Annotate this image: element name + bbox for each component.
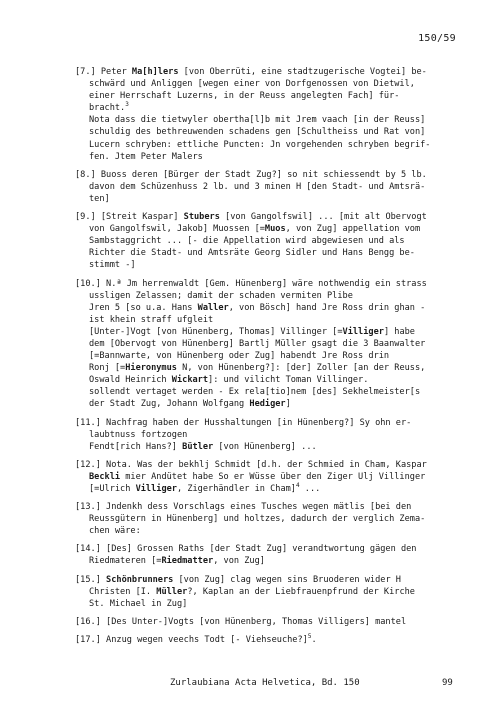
entry-line: [17.] Anzug wegen veechs Todt [- Viehseuche?]$^5$. — [75, 633, 317, 645]
footnote-marker: 3 — [125, 101, 129, 109]
entry-line: schuldig des bethreuwenden schadens gen [Schultheiss und Rat von] — [89, 127, 426, 138]
entry-line: Fendt[rich Hans?] Bütler [von Hünenberg] ... — [89, 441, 317, 452]
emphasized-name: Hieronymus — [125, 363, 177, 374]
entry-line: Oswald Heinrich Wickart]: und vilicht Toman Villinger. — [89, 375, 369, 386]
document-entry — [75, 278, 467, 411]
entry-line: [8.] Buoss deren [Bürger der Stadt Zug?] so nit schiessendt by 5 lb. — [75, 169, 427, 180]
entry-line: ist khein straff ufgleit — [89, 314, 214, 325]
emphasized-name: Hediger — [249, 399, 286, 410]
entry-line: [9.] [Streit Kaspar] Stubers [von Gangolfswil] ... [mit alt Obervogt — [75, 212, 427, 223]
entry-line: [14.] [Des] Grossen Raths [der Stadt Zug] verandtwortung gägen den — [75, 544, 417, 555]
footnote-marker: 4 — [295, 482, 300, 490]
emphasized-name: Schönbrunners — [106, 574, 174, 585]
entry-line: bracht.$^3$ — [89, 101, 129, 114]
emphasized-name: Muos — [264, 224, 286, 235]
entry-line: einer Herrschaft Luzerns, in der Reuss angelegten Fach] für- — [89, 91, 400, 102]
entry-line: stimmt -] — [89, 260, 136, 271]
entry-line: von Gangolfswil, Jakob] Muossen [=Muos, von Zug] appellation vom — [89, 224, 421, 235]
entry-line: [11.] Nachfrag haben der Husshaltungen [in Hünenberg?] Sy ohn er- — [75, 417, 412, 428]
entry-line: der Stadt Zug, Johann Wolfgang Hediger] — [89, 399, 291, 410]
document-entry — [75, 211, 467, 271]
entry-line: Beckli mier Andütet habe So er Wüsse über den Ziger Ulj Villinger — [89, 471, 426, 482]
entry-line: Reussgütern in Hünenberg] und holtzes, dadurch der verglich Zema- — [89, 514, 426, 525]
document-entry — [75, 459, 467, 495]
document-entry — [75, 543, 467, 567]
entry-line: [=Ulrich Villiger, Zigerhändler in Cham]$^4$ ... — [89, 482, 321, 494]
footer-page-number: 99 — [442, 678, 453, 688]
document-entry — [75, 616, 467, 628]
entry-line: davon dem Schüzenhuss 2 lb. und 3 minen H [den Stadt- und Amtsrä- — [89, 181, 426, 192]
emphasized-name: Wickart — [171, 375, 209, 386]
entry-line: ussligen Zelassen; damit der schaden vermiten Plibe — [89, 290, 353, 301]
entry-line: [15.] Schönbrunners [von Zug] clag wegen sins Bruoderen wider H — [75, 574, 401, 585]
entry-line: chen wäre: — [89, 526, 141, 537]
entry-line: Nota dass die tietwyler obertha[l]b mit Jrem vaach [in der Reuss] — [89, 115, 426, 126]
emphasized-name: Villiger — [135, 484, 177, 494]
entry-line: St. Michael in Zug] — [89, 598, 188, 609]
emphasized-name: Ma[h]lers — [131, 67, 179, 77]
entry-line: sollendt vertaget werden - Ex rela[tio]nem [des] Sekhelmeister[s — [89, 387, 421, 398]
emphasized-name: Müller — [156, 586, 188, 597]
entry-line: dem [Obervogt von Hünenberg] Bartlj Müller gsagt die 3 Baanwalter — [89, 338, 426, 349]
entry-line: Riedmateren [=Riedmatter, von Zug] — [89, 556, 265, 567]
document-body — [75, 66, 467, 652]
emphasized-name: Beckli — [89, 471, 121, 482]
entry-line: [7.] Peter Ma[h]lers [von Oberrüti, eine stadtzugerische Vogtei] be- — [75, 67, 427, 77]
archive-page-reference: 150/59 — [418, 33, 456, 44]
footer-journal-title: Zurlaubiana Acta Helvetica, Bd. 150 — [170, 678, 360, 688]
entry-line: laubtnuss fortzogen — [89, 429, 188, 440]
document-entry — [75, 417, 467, 453]
entry-line: [Unter-]Vogt [von Hünenberg, Thomas] Villinger [=Villiger] habe — [89, 326, 415, 337]
emphasized-name: Villiger — [342, 326, 384, 337]
footnote-marker: 5 — [307, 633, 312, 641]
emphasized-name: Stubers — [183, 212, 220, 223]
entry-line: Christen [I. Müller?, Kaplan an der Liebfrauenpfrund der Kirche — [89, 586, 415, 597]
emphasized-name: Bütler — [182, 441, 214, 452]
entry-line: schwärd und Anliggen [wegen einer von Dorfgenossen von Dietwil, — [89, 79, 415, 90]
entry-line: [13.] Jndenkh dess Vorschlags eines Tusches wegen mätlis [bei den — [75, 502, 412, 513]
emphasized-name: Riedmatter — [161, 556, 214, 567]
entry-line: Richter die Stadt- und Amtsräte Georg Sidler und Hans Bengg be- — [89, 248, 415, 259]
document-entry — [75, 169, 467, 205]
entry-line: [10.] N.ª Jm herrenwaldt [Gem. Hünenberg] wäre nothwendig ein strass — [75, 278, 427, 289]
entry-line: Ronj [=Hieronymus N, von Hünenberg?]: [der] Zoller [an der Reuss, — [89, 363, 426, 374]
entry-line: [=Bannwarte, von Hünenberg oder Zug] habendt Jre Ross drin — [89, 351, 390, 362]
document-entry — [75, 634, 467, 646]
document-entry — [75, 66, 467, 163]
entry-line: [16.] [Des Unter-]Vogts [von Hünenberg, Thomas Villigers] mantel — [75, 616, 407, 627]
entry-line: [12.] Nota. Was der bekhlj Schmidt [d.h. der Schmied in Cham, Kaspar — [75, 459, 427, 470]
entry-line: Sambstaggricht ... [- die Appellation wird abgewiesen und als — [89, 236, 405, 247]
entry-line: fen. Jtem Peter Malers — [89, 151, 203, 162]
entry-line: Jren 5 [so u.a. Hans Waller, von Bösch] hand Jre Ross drin ghan - — [89, 302, 426, 313]
document-entry — [75, 574, 467, 610]
entry-line: ten] — [89, 193, 110, 204]
entry-line: Lucern schryben: ettliche Puncten: Jn vorgehenden schryben begrif- — [89, 139, 431, 150]
emphasized-name: Waller — [197, 302, 229, 313]
document-entry — [75, 501, 467, 537]
